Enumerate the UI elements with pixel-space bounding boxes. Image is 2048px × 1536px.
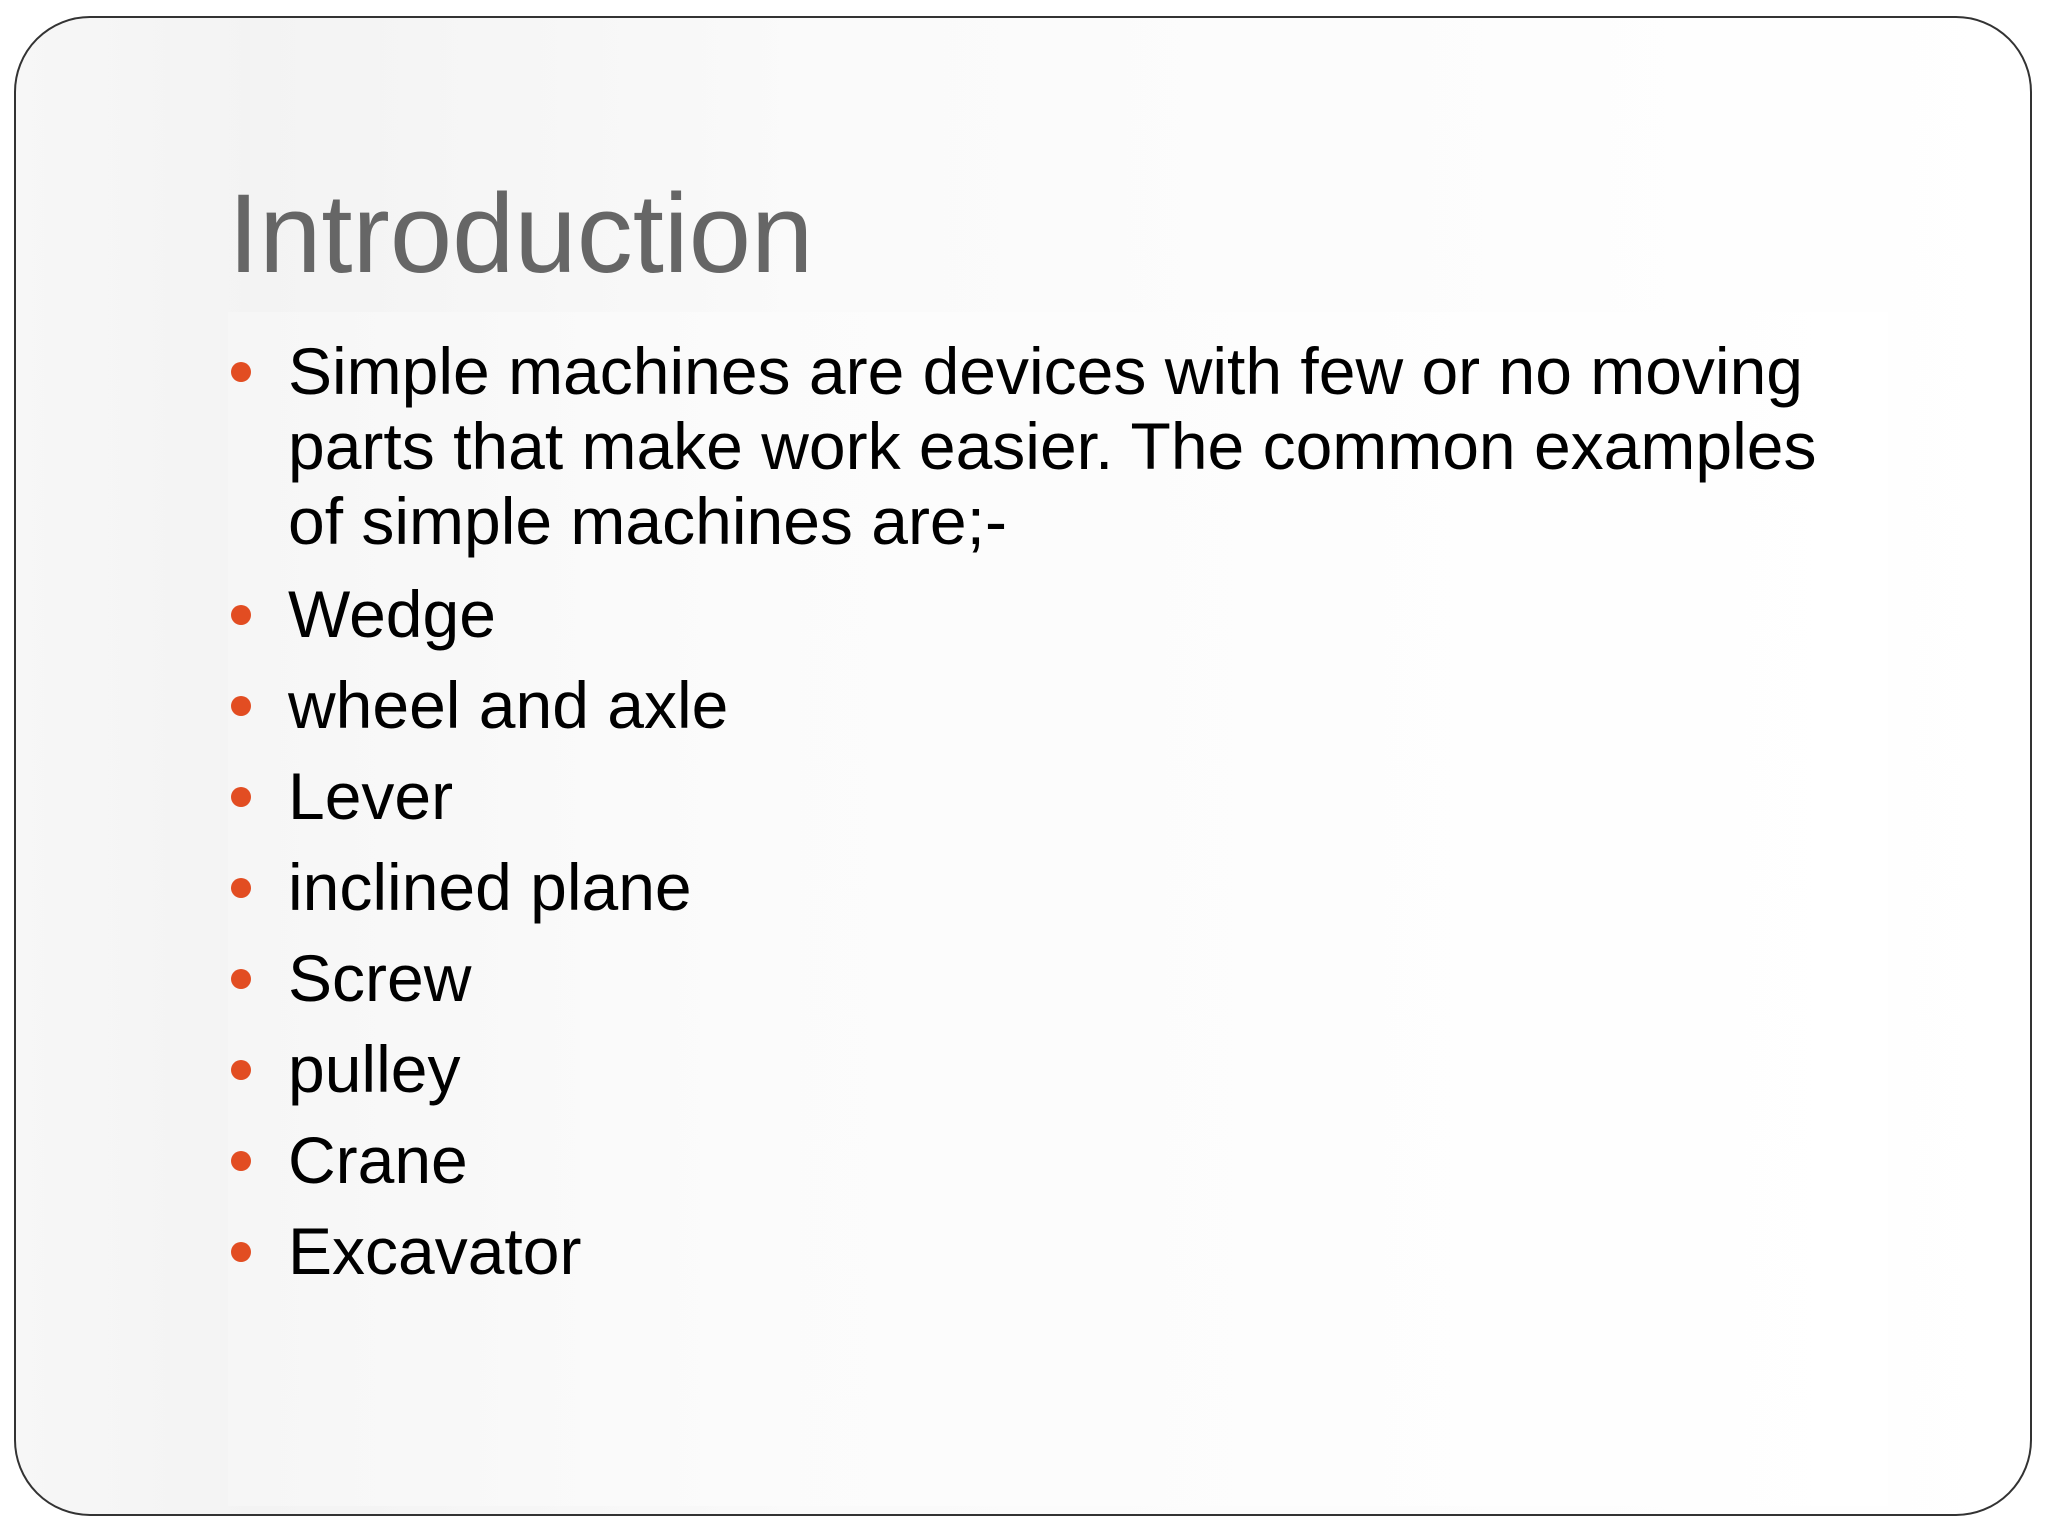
bullet-dot-icon [231,696,251,716]
list-item [228,1214,1888,1289]
bullet-text: Simple machines are devices with few or no moving parts that make work easier. The common examples of simple machines are;- [288,334,1817,558]
bullet-dot-icon [231,878,251,898]
bullet-dot-icon [231,969,251,989]
list-item [228,1123,1888,1198]
bullet-dot-icon [231,605,251,625]
list-item [228,850,1888,925]
list-item [228,668,1888,743]
list-item [228,577,1888,652]
bullet-dot-icon [231,1242,251,1262]
bullet-text: Excavator [288,1214,582,1288]
bullet-text: wheel and axle [288,668,729,742]
list-item [228,941,1888,1016]
list-item [228,759,1888,834]
bullet-text: Lever [288,759,454,833]
bullet-text: pulley [288,1032,461,1106]
list-item [228,334,1888,559]
bullet-dot-icon [231,1060,251,1080]
bullet-text: Screw [288,941,472,1015]
bullet-text: inclined plane [288,850,692,924]
bullet-list [228,334,1888,1305]
slide-title: Introduction [228,171,814,296]
bullet-text: Wedge [288,577,496,651]
bullet-text: Crane [288,1123,468,1197]
bullet-dot-icon [231,787,251,807]
bullet-dot-icon [231,1151,251,1171]
list-item [228,1032,1888,1107]
bullet-dot-icon [231,362,251,382]
